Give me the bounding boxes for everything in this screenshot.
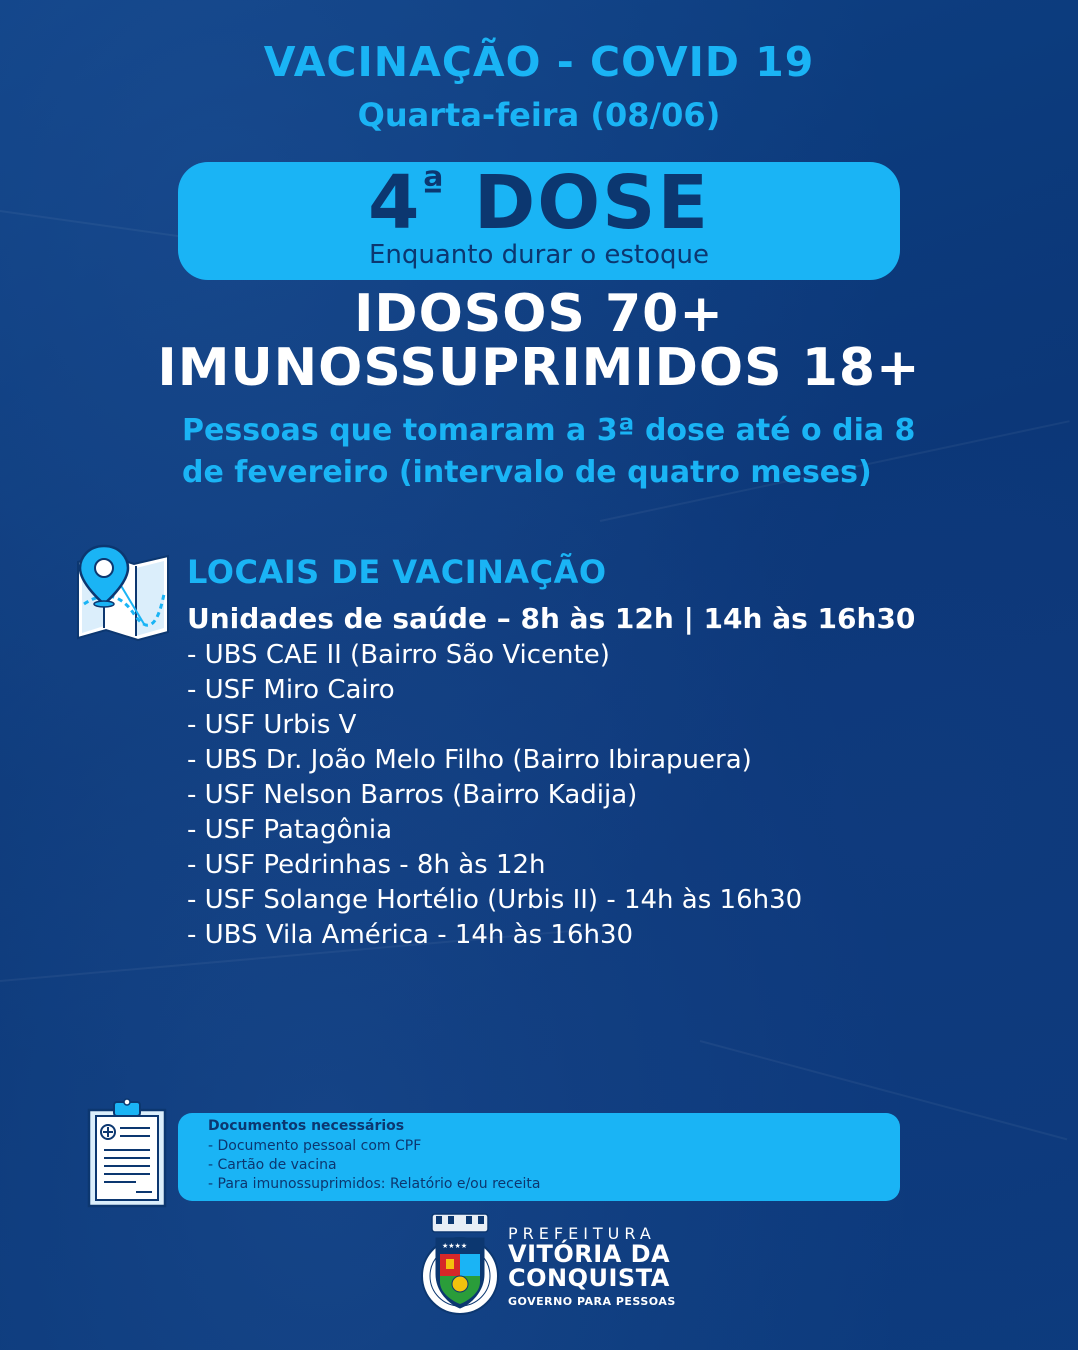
dose-word: DOSE [473,160,710,246]
dose-number: 4 [367,160,422,246]
locations-heading: LOCAIS DE VACINAÇÃO [187,553,607,591]
list-item: - Documento pessoal com CPF [208,1138,422,1154]
date-subtitle: Quarta-feira (08/06) [357,96,721,134]
clipboard-document-icon [86,1098,170,1210]
logo-city-line1: VITÓRIA DA [508,1240,671,1268]
list-item: - USF Solange Hortélio (Urbis II) - 14h às 16h30 [187,885,803,915]
logo-city-line2: CONQUISTA [508,1264,670,1292]
dose-subtitle: Enquanto durar o estoque [368,240,710,270]
eligibility-note: Pessoas que tomaram a 3ª dose até o dia 8 de fevereiro (intervalo de quatro meses) [182,413,916,490]
logo-prefeitura: PREFEITURA [508,1224,656,1243]
map-pin-icon [74,544,172,642]
dose-ordinal: ª [421,164,447,210]
audience-immunosuppressed: IMUNOSSUPRIMIDOS 18+ [157,338,921,398]
list-item: - USF Patagônia [187,815,393,845]
audience-elderly: IDOSOS 70+ [354,284,724,344]
list-item: - UBS Vila América - 14h às 16h30 [187,920,634,950]
list-item: - UBS Dr. João Melo Filho (Bairro Ibirapuera) [187,745,752,775]
svg-text:★★★★: ★★★★ [442,1242,468,1250]
list-item: - Cartão de vacina [208,1157,337,1173]
coat-of-arms-icon [418,1212,502,1318]
list-item: - USF Nelson Barros (Bairro Kadija) [187,780,638,810]
list-item: - USF Pedrinhas - 8h às 12h [187,850,546,880]
dose-title [0,160,1078,246]
vaccination-units-list [187,638,802,953]
documents-heading: Documentos necessários [208,1118,405,1134]
logo-slogan: GOVERNO PARA PESSOAS [508,1295,676,1308]
page-title: VACINAÇÃO - COVID 19 [263,38,815,86]
documents-list [208,1137,540,1194]
opening-hours: Unidades de saúde – 8h às 12h | 14h às 16h30 [187,602,916,635]
list-item: - USF Urbis V [187,710,357,740]
list-item: - UBS CAE II (Bairro São Vicente) [187,640,610,670]
list-item: - Para imunossuprimidos: Relatório e/ou receita [208,1176,541,1192]
list-item: - USF Miro Cairo [187,675,395,705]
